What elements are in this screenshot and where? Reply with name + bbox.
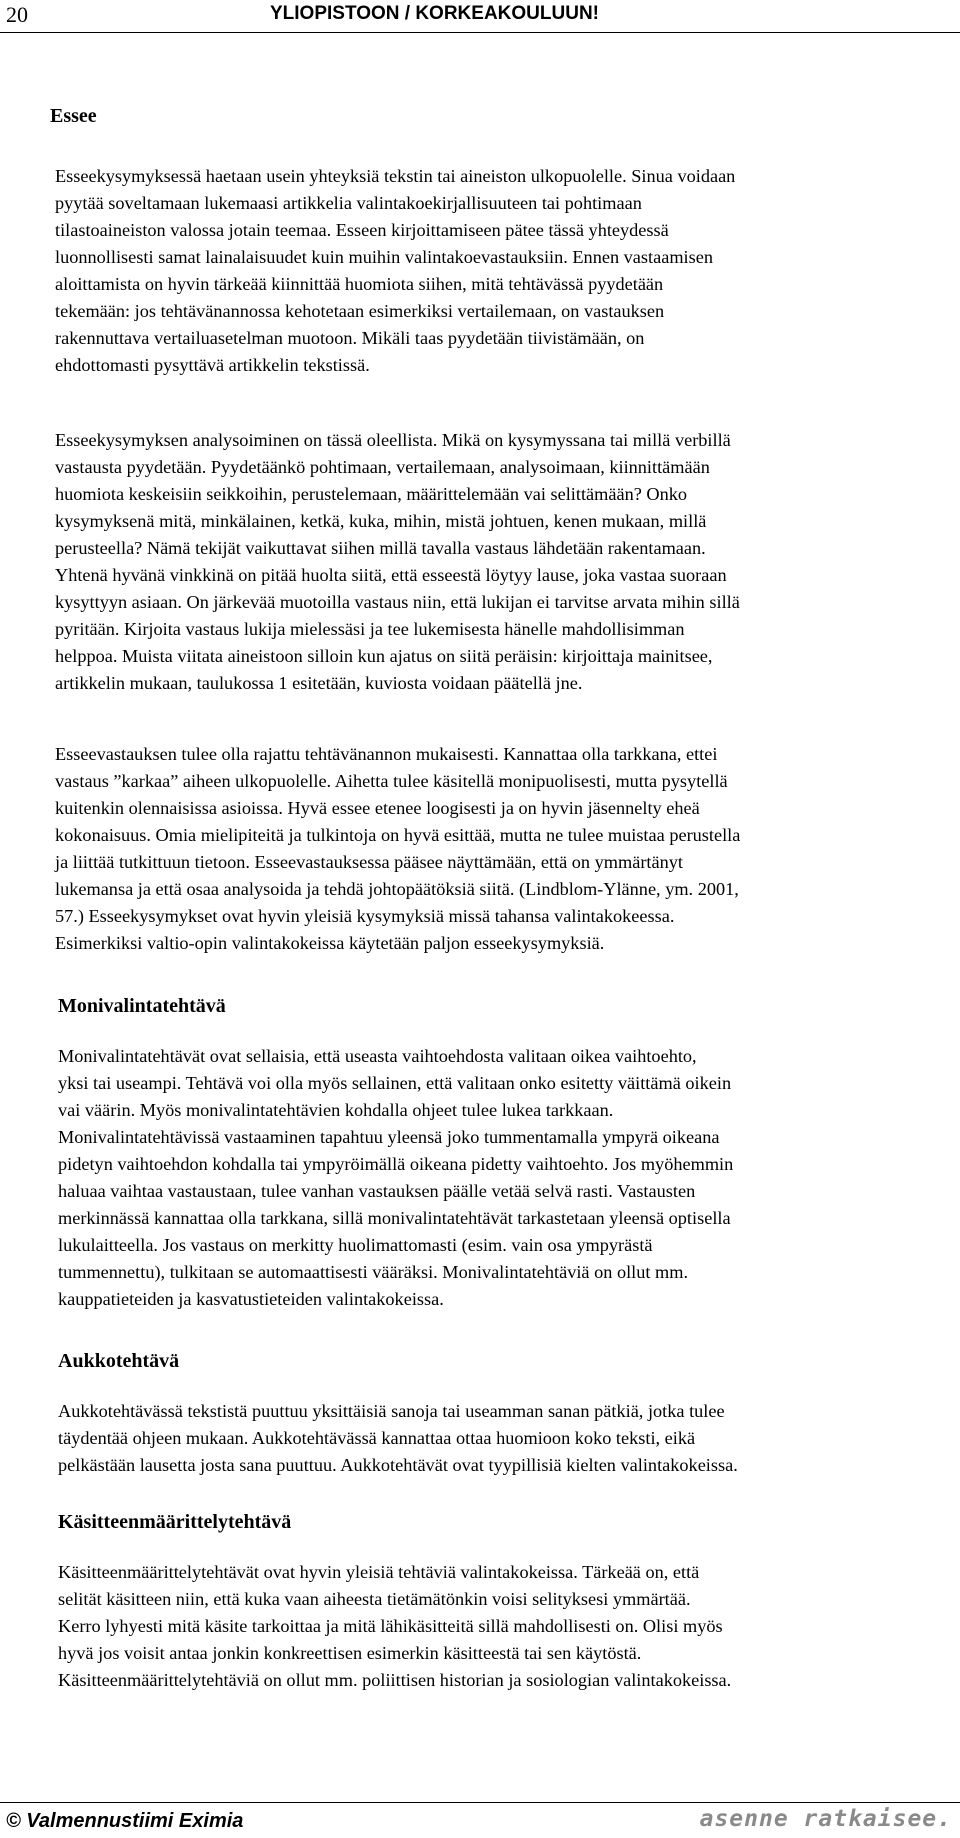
paragraph bbox=[55, 741, 740, 957]
text-line: pyytää soveltamaan lukemaasi artikkelia valintakoekirjallisuuteen tai pohtimaan bbox=[55, 193, 642, 213]
section-heading-monivalintatehtava: Monivalintatehtävä bbox=[58, 995, 226, 1017]
text-line: kysyttyyn asiaan. On järkevää muotoilla vastaus niin, että lukijan ei tarvitse arvata mihin sillä bbox=[55, 592, 740, 612]
header-rule bbox=[0, 32, 960, 33]
text-line: ehdottomasti pysyttävä artikkelin tekstissä. bbox=[55, 355, 370, 375]
text-line: Aukkotehtävässä tekstistä puuttuu yksittäisiä sanoja tai useamman sanan pätkiä, jotka tulee bbox=[58, 1401, 725, 1421]
text-line: rakennuttava vertailuasetelman muotoon. Mikäli taas pyydetään tiivistämään, on bbox=[55, 328, 645, 348]
text-line: kokonaisuus. Omia mielipiteitä ja tulkintoja on hyvä esittää, mutta ne tulee muistaa perustella bbox=[55, 825, 741, 845]
text-line: tilastoaineiston valossa jotain teemaa. Esseen kirjoittamiseen pätee tässä yhteydessä bbox=[55, 220, 669, 240]
footer-rule bbox=[0, 1802, 960, 1803]
text-line: haluaa vaihtaa vastaustaan, tulee vanhan vastauksen päälle vetää selvä rasti. Vastausten bbox=[58, 1181, 696, 1201]
paragraph bbox=[58, 1043, 733, 1313]
text-line: helppoa. Muista viitata aineistoon silloin kun ajatus on siitä peräisin: kirjoittaja mainitsee, bbox=[55, 646, 713, 666]
text-line: pyritään. Kirjoita vastaus lukija mielessäsi ja tee lukemisesta hänelle mahdollisimman bbox=[55, 619, 685, 639]
text-line: pidetyn vaihtoehdon kohdalla tai ympyröimällä oikeana pidetty vaihtoehto. Jos myöhemmin bbox=[58, 1154, 734, 1174]
text-line: selität käsitteen niin, että kuka vaan aiheesta tietämätönkin voisi selityksesi ymmärtää. bbox=[58, 1589, 691, 1609]
text-line: Käsitteenmäärittelytehtäviä on ollut mm. poliittisen historian ja sosiologian valintakokeissa. bbox=[58, 1670, 732, 1690]
text-line: Monivalintatehtävät ovat sellaisia, että useasta vaihtoehdosta valitaan oikea vaihtoehto, bbox=[58, 1046, 697, 1066]
footer-copyright: © Valmennustiimi Eximia bbox=[6, 1810, 244, 1832]
text-line: Esseekysymyksen analysoiminen on tässä oleellista. Mikä on kysymyssana tai millä verbillä bbox=[55, 430, 731, 450]
text-line: perusteella? Nämä tekijät vaikuttavat siihen millä tavalla vastaus lähdetään rakentamaan. bbox=[55, 538, 706, 558]
text-line: Esseekysymyksessä haetaan usein yhteyksiä tekstin tai aineiston ulkopuolelle. Sinua voidaan bbox=[55, 166, 736, 186]
text-line: 57.) Esseekysymykset ovat hyvin yleisiä kysymyksiä missä tahansa valintakokeessa. bbox=[55, 906, 675, 926]
text-line: aloittamista on hyvin tärkeää kiinnittää huomiota siihen, mitä tehtävässä pyydetään bbox=[55, 274, 664, 294]
text-line: kuitenkin olennaisissa asioissa. Hyvä essee etenee loogisesti ja on hyvin jäsennelty eheä bbox=[55, 798, 700, 818]
text-line: artikkelin mukaan, taulukossa 1 esitetään, kuviosta voidaan päätellä jne. bbox=[55, 673, 583, 693]
text-line: Yhtenä hyvänä vinkkinä on pitää huolta siitä, että esseestä löytyy lause, joka vastaa suoraan bbox=[55, 565, 727, 585]
text-line: yksi tai useampi. Tehtävä voi olla myös sellainen, että valitaan onko esitetty väittämä oikein bbox=[58, 1073, 732, 1093]
text-line: vastaus ”karkaa” aiheen ulkopuolelle. Aihetta tulee käsitellä monipuolisesti, mutta pysytellä bbox=[55, 771, 728, 791]
paragraph bbox=[55, 427, 740, 697]
section-heading-essee: Essee bbox=[50, 105, 97, 127]
text-line: pelkästään lausetta josta sana puuttuu. Aukkotehtävät ovat tyypillisiä kielten valintakokeissa. bbox=[58, 1455, 738, 1475]
text-line: Käsitteenmäärittelytehtävät ovat hyvin yleisiä tehtäviä valintakokeissa. Tärkeää on, että bbox=[58, 1562, 700, 1582]
text-line: tekemään: jos tehtävänannossa kehotetaan esimerkiksi vertailemaan, on vastauksen bbox=[55, 301, 665, 321]
footer-slogan-logo: asenne ratkaisee. bbox=[699, 1806, 952, 1832]
text-line: lukemansa ja että osaa analysoida ja tehdä johtopäätöksiä siitä. (Lindblom-Ylänne, ym. 2001, bbox=[55, 879, 739, 899]
text-line: merkinnässä kannattaa olla tarkkana, sillä monivalintatehtävät tarkastetaan yleensä optisella bbox=[58, 1208, 731, 1228]
text-line: kauppatieteiden ja kasvatustieteiden valintakokeissa. bbox=[58, 1289, 444, 1309]
text-line: huomiota keskeisiin seikkoihin, perustelemaan, määrittelemään vai selittämään? Onko bbox=[55, 484, 688, 504]
text-line: Monivalintatehtävissä vastaaminen tapahtuu yleensä joko tummentamalla ympyrä oikeana bbox=[58, 1127, 720, 1147]
text-line: täydentää ohjeen mukaan. Aukkotehtävässä kannattaa ottaa huomioon koko teksti, eikä bbox=[58, 1428, 696, 1448]
text-line: Esimerkiksi valtio-opin valintakokeissa käytetään paljon esseekysymyksiä. bbox=[55, 933, 605, 953]
text-line: ja liittää tutkittuun tietoon. Esseevastauksessa pääsee näyttämään, että on ymmärtänyt bbox=[55, 852, 683, 872]
text-line: Esseevastauksen tulee olla rajattu tehtävänannon mukaisesti. Kannattaa olla tarkkana, ettei bbox=[55, 744, 718, 764]
text-line: vastausta pyydetään. Pyydetäänkö pohtimaan, vertailemaan, analysoimaan, kiinnittämään bbox=[55, 457, 710, 477]
text-line: luonnollisesti samat lainalaisuudet kuin muihin valintakoevastauksiin. Ennen vastaamisen bbox=[55, 247, 713, 267]
page-header bbox=[0, 0, 960, 30]
text-line: lukulaitteella. Jos vastaus on merkitty huolimattomasti (esim. vain osa ympyrästä bbox=[58, 1235, 653, 1255]
paragraph bbox=[55, 163, 735, 379]
section-heading-kasitteenmaarittelytehtava: Käsitteenmäärittelytehtävä bbox=[58, 1511, 292, 1533]
text-line: Kerro lyhyesti mitä käsite tarkoittaa ja mitä lähikäsitteitä sillä mahdollisesti on. Olisi myös bbox=[58, 1616, 723, 1636]
running-title: YLIOPISTOON / KORKEAKOULUUN! bbox=[270, 3, 599, 24]
text-line: tummennettu), tulkitaan se automaattisesti vääräksi. Monivalintatehtäviä on ollut mm. bbox=[58, 1262, 689, 1282]
page-number: 20 bbox=[6, 2, 28, 27]
paragraph bbox=[58, 1398, 738, 1479]
text-line: kysymyksenä mitä, minkälainen, ketkä, kuka, mihin, mistä johtuen, kenen mukaan, millä bbox=[55, 511, 707, 531]
section-heading-aukkotehtava: Aukkotehtävä bbox=[58, 1350, 180, 1372]
text-line: vai väärin. Myös monivalintatehtävien kohdalla ohjeet tulee lukea tarkkaan. bbox=[58, 1100, 614, 1120]
text-line: hyvä jos voisit antaa jonkin konkreettisen esimerkin käsitteestä tai sen käytöstä. bbox=[58, 1643, 642, 1663]
paragraph bbox=[58, 1559, 731, 1694]
